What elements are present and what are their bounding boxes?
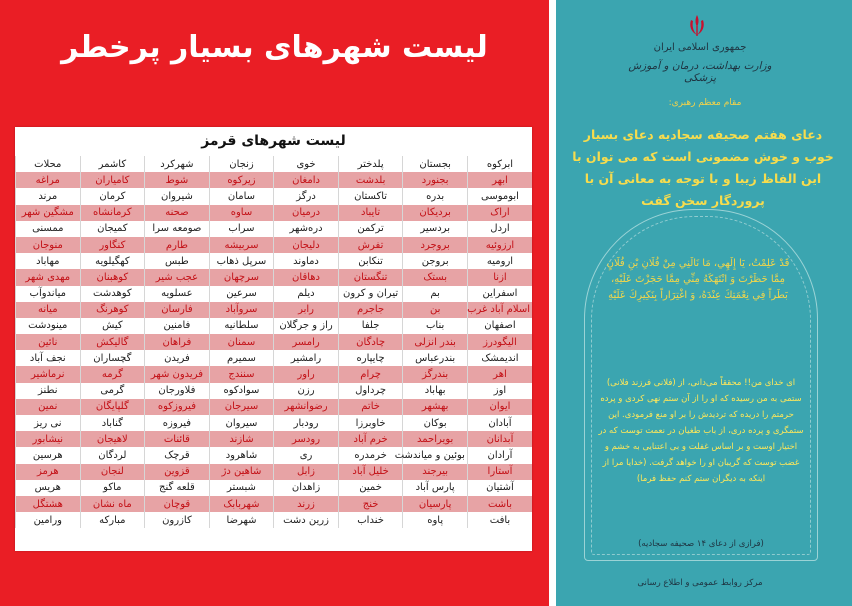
city-cell: گرمی <box>80 383 145 399</box>
city-cell: بجستان <box>403 156 468 172</box>
city-cell: بویراحمد <box>403 431 468 447</box>
city-cell: فامنین <box>145 318 210 334</box>
city-cell: بجنورد <box>403 172 468 188</box>
city-cell: کوهرنگ <box>80 302 145 318</box>
table-row <box>16 156 533 172</box>
city-cell: مبارکه <box>80 512 145 528</box>
city-cell: عجب شیر <box>145 269 210 285</box>
table-row <box>16 480 533 496</box>
city-cell: قلعه گنج <box>145 480 210 496</box>
city-cell: درمیان <box>274 205 339 221</box>
city-cell: کیش <box>80 318 145 334</box>
city-cell: پارس آباد <box>403 480 468 496</box>
city-cell: بن <box>403 302 468 318</box>
city-cell: فیروزه <box>145 415 210 431</box>
city-cell: رودسر <box>274 431 339 447</box>
city-cell: لنجان <box>80 464 145 480</box>
city-cell: کوهبنان <box>80 269 145 285</box>
city-cell: آبادان <box>467 415 532 431</box>
city-cell: ساوه <box>209 205 274 221</box>
city-cell: ری <box>274 447 339 463</box>
city-cell: سمیرم <box>209 350 274 366</box>
city-cell: درگز <box>274 188 339 204</box>
city-cell: سرپل ذهاب <box>209 253 274 269</box>
city-cell: الیگودرز <box>467 334 532 350</box>
city-cell: ازنا <box>467 269 532 285</box>
cities-table-card <box>15 127 532 551</box>
city-cell: زرند <box>274 496 339 512</box>
city-cell: سرچهان <box>209 269 274 285</box>
leader-quote: دعای هفتم صحیفه سجادیه دعای بسیار خوب و خوش مضمونی است که می توان با این الفاظ زیبا و با توجه به معانی آن با پروردگار سخن گفت <box>572 127 834 208</box>
city-cell: خاتم <box>338 399 403 415</box>
persian-translation: ای خدای من!! محققاً می‌دانی، از (فلانی فرزند فلانی) ستمی به من رسیده که او را از آن ستم نهی کردی و پرده حرمتم را دریده که تردیدش را بر او منع فرمودی. این ستمگری و پرده دری، از باب طغیان در نعمت توست که در اختیار اوست و بر اساس غفلت و بی اعتنایی به خشم و غضب توست که گریبان او را خواهد گرفت. (خدایا مرا از اینکه به دیگران ستم کنم حفظ فرما) <box>598 378 804 484</box>
city-cell: عسلویه <box>145 286 210 302</box>
city-cell: دیلم <box>274 286 339 302</box>
city-cell: چرداول <box>338 383 403 399</box>
city-cell: گچساران <box>80 350 145 366</box>
city-cell: ابرکوه <box>467 156 532 172</box>
city-cell: چایپاره <box>338 350 403 366</box>
table-row <box>16 302 533 318</box>
city-cell: بندر انزلی <box>403 334 468 350</box>
city-cell: جلفا <box>338 318 403 334</box>
arabic-supplication: قَدْ عَلِمْتُ، يَا إِلَهِي، مَا نَالَنِي مِنْ فُلَانِ بْنِ فُلَانٍ مِمَّا حَظَرْتَ وَ انْتَهَكَهُ مِنِّي مِمَّا حَجَزْتَ عَلَيْهِ، بَطَراً فِي نِعْمَتِكَ عِنْدَهُ، وَ اغْتِرَاراً بِنَكِيرِكَ عَلَيْهِ <box>606 258 790 301</box>
city-cell: جاجرم <box>338 302 403 318</box>
city-cell: فریدن <box>145 350 210 366</box>
city-cell: شاهرود <box>209 447 274 463</box>
table-row <box>16 318 533 334</box>
city-cell: کرمان <box>80 188 145 204</box>
city-cell: نائین <box>16 334 81 350</box>
city-cell: ارزوئیه <box>467 237 532 253</box>
city-cell: سرعین <box>209 286 274 302</box>
city-cell: ایوان <box>467 399 532 415</box>
city-cell: ماکو <box>80 480 145 496</box>
city-cell: بیرجند <box>403 464 468 480</box>
city-cell: خرم آباد <box>338 431 403 447</box>
city-cell: هشتگل <box>16 496 81 512</box>
city-cell: زرین دشت <box>274 512 339 528</box>
city-cell: زابل <box>274 464 339 480</box>
city-cell: اسفراین <box>467 286 532 302</box>
city-cell: بروجرد <box>403 237 468 253</box>
city-cell: بدره <box>403 188 468 204</box>
table-title: لیست شهرهای قرمز <box>201 133 346 149</box>
city-cell: فلاورجان <box>145 383 210 399</box>
table-row <box>16 431 533 447</box>
table-row <box>16 172 533 188</box>
city-cell: سیرجان <box>209 399 274 415</box>
table-row <box>16 512 533 528</box>
page-title: لیست شهرهای بسیار پرخطر <box>61 30 488 65</box>
city-cell: شهرضا <box>209 512 274 528</box>
city-cell: آشتیان <box>467 480 532 496</box>
city-cell: سامان <box>209 188 274 204</box>
city-cell: اسلام آباد غرب <box>467 302 532 318</box>
city-cell: صومعه سرا <box>145 221 210 237</box>
city-cell: رامشیر <box>274 350 339 366</box>
city-cell: شبستر <box>209 480 274 496</box>
city-cell: مراغه <box>16 172 81 188</box>
city-cell: ابوموسی <box>467 188 532 204</box>
city-cell: ترکمن <box>338 221 403 237</box>
city-cell: کامیاران <box>80 172 145 188</box>
city-cell: آبدانان <box>467 431 532 447</box>
city-cell: نجف آباد <box>16 350 81 366</box>
city-cell: لاهیجان <box>80 431 145 447</box>
prayer-source: (فرازی از دعای ۱۴ صحیفه سجادیه) <box>638 539 764 549</box>
city-cell: فیروزکوه <box>145 399 210 415</box>
city-cell: تاکستان <box>338 188 403 204</box>
city-cell: گالیکش <box>80 334 145 350</box>
city-cell: شهربابک <box>209 496 274 512</box>
public-relations-label: مرکز روابط عمومی و اطلاع رسانی <box>637 578 763 588</box>
city-cell: بهاباد <box>403 383 468 399</box>
city-cell: کهگیلویه <box>80 253 145 269</box>
city-cell: فارسان <box>145 302 210 318</box>
city-cell: خمین <box>338 480 403 496</box>
city-cell: پاوه <box>403 512 468 528</box>
city-cell: پلدختر <box>338 156 403 172</box>
city-cell: گناباد <box>80 415 145 431</box>
city-cell: صحنه <box>145 205 210 221</box>
city-cell: کوهدشت <box>80 286 145 302</box>
city-cell: محلات <box>16 156 81 172</box>
table-row <box>16 286 533 302</box>
table-row <box>16 464 533 480</box>
city-cell: بلدشت <box>338 172 403 188</box>
city-cell: خلیل آباد <box>338 464 403 480</box>
city-cell: مهدی شهر <box>16 269 81 285</box>
city-cell: خاوبرزا <box>338 415 403 431</box>
city-cell: تیران و کرون <box>338 286 403 302</box>
city-cell: رودبار <box>274 415 339 431</box>
table-row <box>16 334 533 350</box>
city-cell: شهرکرد <box>145 156 210 172</box>
gov-title: جمهوری اسلامی ایران <box>653 42 747 53</box>
city-cell: بندرعباس <box>403 350 468 366</box>
city-cell: بروجن <box>403 253 468 269</box>
city-cell: کنگاور <box>80 237 145 253</box>
city-cell: تفرش <box>338 237 403 253</box>
city-cell: خنداب <box>338 512 403 528</box>
city-cell: هریس <box>16 480 81 496</box>
city-cell: آستارا <box>467 464 532 480</box>
city-cell: ممسنی <box>16 221 81 237</box>
city-cell: کمیجان <box>80 221 145 237</box>
city-cell: ابهر <box>467 172 532 188</box>
city-cell: لردگان <box>80 447 145 463</box>
city-cell: خرمدره <box>338 447 403 463</box>
city-cell: شوط <box>145 172 210 188</box>
city-cell: شاهین دژ <box>209 464 274 480</box>
city-cell: دلیجان <box>274 237 339 253</box>
city-cell: تنکابن <box>338 253 403 269</box>
city-cell: رزن <box>274 383 339 399</box>
table-row <box>16 205 533 221</box>
table-row <box>16 188 533 204</box>
city-cell: قزوین <box>145 464 210 480</box>
ministry-title: وزارت بهداشت، درمان و آموزش پزشکی <box>628 60 772 84</box>
table-row <box>16 366 533 382</box>
city-cell: طارم <box>145 237 210 253</box>
city-cell: مشگین شهر <box>16 205 81 221</box>
city-cell: نیشابور <box>16 431 81 447</box>
city-cell: بستک <box>403 269 468 285</box>
city-cell: سیروان <box>209 415 274 431</box>
city-cell: دهاقان <box>274 269 339 285</box>
city-cell: ماه نشان <box>80 496 145 512</box>
iran-emblem-icon <box>686 14 708 38</box>
city-cell: کازرون <box>145 512 210 528</box>
city-cell: نرماشیر <box>16 366 81 382</box>
city-cell: خنج <box>338 496 403 512</box>
city-cell: نی ریز <box>16 415 81 431</box>
city-cell: میاندوآب <box>16 286 81 302</box>
city-cell: منوجان <box>16 237 81 253</box>
city-cell: طبس <box>145 253 210 269</box>
city-cell: تنگستان <box>338 269 403 285</box>
city-cell: پارسیان <box>403 496 468 512</box>
city-cell: راز و جرگلان <box>274 318 339 334</box>
table-row <box>16 399 533 415</box>
city-cell: تایباد <box>338 205 403 221</box>
city-cell: نطنز <box>16 383 81 399</box>
city-cell: هرمز <box>16 464 81 480</box>
leader-label: مقام معظم رهبری: <box>668 98 742 108</box>
city-cell: کاشمر <box>80 156 145 172</box>
city-cell: اردل <box>467 221 532 237</box>
city-cell: رابر <box>274 302 339 318</box>
city-cell: میانه <box>16 302 81 318</box>
city-cell: فراهان <box>145 334 210 350</box>
table-row <box>16 350 533 366</box>
table-row <box>16 269 533 285</box>
city-cell: سروآباد <box>209 302 274 318</box>
city-cell: سمنان <box>209 334 274 350</box>
city-cell: بافت <box>467 512 532 528</box>
city-cell: بهشهر <box>403 399 468 415</box>
city-cell: خوی <box>274 156 339 172</box>
city-cell: دامغان <box>274 172 339 188</box>
city-cell: اوز <box>467 383 532 399</box>
city-cell: سوادکوه <box>209 383 274 399</box>
table-row <box>16 221 533 237</box>
city-cell: ارومیه <box>467 253 532 269</box>
city-cell: بناب <box>403 318 468 334</box>
city-cell: اندیمشک <box>467 350 532 366</box>
city-cell: نمین <box>16 399 81 415</box>
city-cell: هرسین <box>16 447 81 463</box>
city-cell: بندرگز <box>403 366 468 382</box>
city-cell: رامسر <box>274 334 339 350</box>
city-cell: قرچک <box>145 447 210 463</box>
table-row <box>16 415 533 431</box>
table-row <box>16 237 533 253</box>
city-cell: کرمانشاه <box>80 205 145 221</box>
city-cell: گرمه <box>80 366 145 382</box>
city-cell: سلطانیه <box>209 318 274 334</box>
city-cell: قائنات <box>145 431 210 447</box>
city-cell: قوچان <box>145 496 210 512</box>
city-cell: سنندج <box>209 366 274 382</box>
city-cell: چادگان <box>338 334 403 350</box>
city-cell: مینودشت <box>16 318 81 334</box>
city-cell: مرند <box>16 188 81 204</box>
city-cell: مهاباد <box>16 253 81 269</box>
table-row <box>16 383 533 399</box>
city-cell: بردیکان <box>403 205 468 221</box>
city-cell: شیروان <box>145 188 210 204</box>
city-cell: شازند <box>209 431 274 447</box>
city-cell: فریدون شهر <box>145 366 210 382</box>
cities-table <box>15 156 532 528</box>
city-cell: سراب <box>209 221 274 237</box>
city-cell: بردسیر <box>403 221 468 237</box>
city-cell: گلپایگان <box>80 399 145 415</box>
city-cell: اهر <box>467 366 532 382</box>
city-cell: بوئین و میاندشت <box>403 447 468 463</box>
table-row <box>16 496 533 512</box>
table-row <box>16 253 533 269</box>
city-cell: دره‌شهر <box>274 221 339 237</box>
city-cell: زنجان <box>209 156 274 172</box>
city-cell: باشت <box>467 496 532 512</box>
city-cell: رضوانشهر <box>274 399 339 415</box>
city-cell: بم <box>403 286 468 302</box>
city-cell: زیرکوه <box>209 172 274 188</box>
city-cell: اراک <box>467 205 532 221</box>
city-cell: بوکان <box>403 415 468 431</box>
city-cell: آرادان <box>467 447 532 463</box>
city-cell: ورامین <box>16 512 81 528</box>
city-cell: اصفهان <box>467 318 532 334</box>
table-row <box>16 447 533 463</box>
city-cell: راور <box>274 366 339 382</box>
city-cell: چرام <box>338 366 403 382</box>
city-cell: زاهدان <box>274 480 339 496</box>
city-cell: دماوند <box>274 253 339 269</box>
city-cell: سربیشه <box>209 237 274 253</box>
